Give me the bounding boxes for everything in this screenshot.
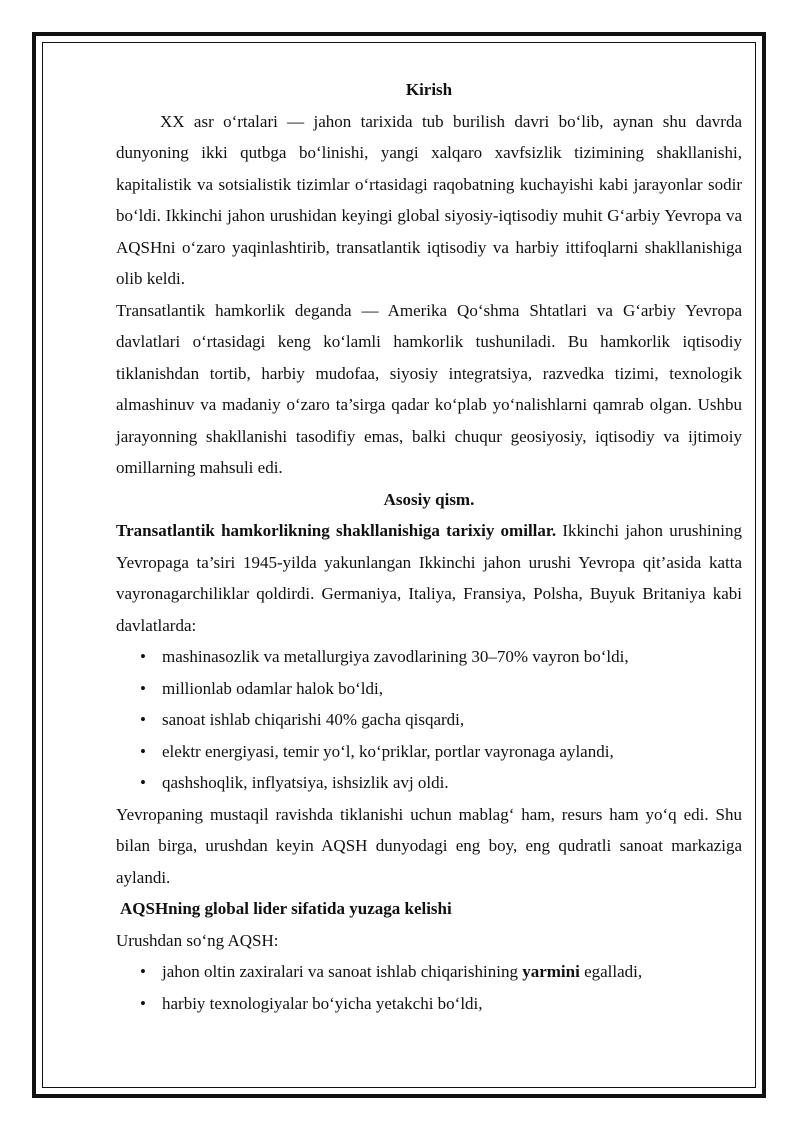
main-section-title: Asosiy qism. <box>383 489 475 509</box>
usa-list <box>116 956 742 1019</box>
section1-paragraph <box>116 515 742 641</box>
list-item: • jahon oltin zaxiralari va sanoat ishlab chiqarishining yarmini egalladi, <box>116 956 742 988</box>
bullet-icon: • <box>140 993 146 1013</box>
bullet-icon: • <box>140 678 146 698</box>
bullet-icon: • <box>140 647 146 666</box>
document-title: Kirish <box>405 80 453 99</box>
damage-list <box>116 641 742 799</box>
recovery-paragraph: Yevropaning mustaqil ravishda tiklanishi uchun mablag‘ ham, resurs ham yo‘q edi. Shu bilan birga, urushdan keyin AQSH dunyodagi eng boy, eng qudratli sanoat markaziga aylandi. <box>116 804 742 887</box>
section1-text: Ikkinchi jahon urushining Yevropaga ta’siri 1945-yilda yakunlangan Ikkinchi jahon urushi Yevropa qit’asida katta vayronagarchiliklar qoldirdi. Germaniya, Italiya, Fransiya, Polsha, Buyuk Britaniya kabi davlatlarda: <box>116 521 742 635</box>
document-body <box>116 74 742 1019</box>
subsection-heading: AQSHning global lider sifatida yuzaga kelishi <box>120 899 452 918</box>
list-item: • harbiy texnologiyalar bo‘yicha yetakchi bo‘ldi, <box>116 988 742 1020</box>
intro-paragraph-2: Transatlantik hamkorlik deganda — Amerika Qo‘shma Shtatlari va G‘arbiy Yevropa davlatlari o‘rtasidagi keng ko‘lamli hamkorlik tushuniladi. Bu hamkorlik iqtisodiy tiklanishdan tortib, harbiy mudofaa, siyosiy integratsiya, razvedka tizimi, texnologik almashinuv va madaniy o‘zaro ta’sirga qadar ko‘plab yo‘nalishlarni qamrab olgan. Ushbu jarayonning shakllanishi tasodifiy emas, balki chuqur geosiyosiy, iqtisodiy va ijtimoiy omillarning mahsuli edi. <box>116 300 742 477</box>
bullet-icon: • <box>140 741 146 761</box>
bullet-icon: • <box>140 773 146 792</box>
section1-lead: Transatlantik hamkorlikning shakllanishiga tarixiy omillar. <box>116 521 557 540</box>
bullet-icon: • <box>140 710 146 729</box>
intro-paragraph-1: XX asr o‘rtalari — jahon tarixida tub burilish davri bo‘lib, aynan shu davrda dunyoning ikki qutbga bo‘linishi, yangi xalqaro xavfsizlik tizimining shakllanishi, kapitalistik va sotsialistik tizimlar o‘rtasidagi raqobatning kuchayishi kabi jarayonlar sodir bo‘ldi. Ikkinchi jahon urushidan keyingi global siyosiy-iqtisodiy muhit G‘arbiy Yevropa va AQSHni o‘zaro yaqinlashtirib, transatlantik iqtisodiy va harbiy ittifoqlarni shakllanishiga olib keldi. <box>116 111 742 288</box>
list-item: • millionlab odamlar halok bo‘ldi, <box>116 673 742 705</box>
bullet-icon: • <box>140 962 146 981</box>
list-item: • qashshoqlik, inflyatsiya, ishsizlik avj oldi. <box>116 767 742 799</box>
after-war-line: Urushdan so‘ng AQSH: <box>116 930 279 950</box>
list-item: • sanoat ishlab chiqarishi 40% gacha qisqardi, <box>116 704 742 736</box>
list-item: • mashinasozlik va metallurgiya zavodlarining 30–70% vayron bo‘ldi, <box>116 641 742 673</box>
list-item: • elektr energiyasi, temir yo‘l, ko‘priklar, portlar vayronaga aylandi, <box>116 736 742 768</box>
